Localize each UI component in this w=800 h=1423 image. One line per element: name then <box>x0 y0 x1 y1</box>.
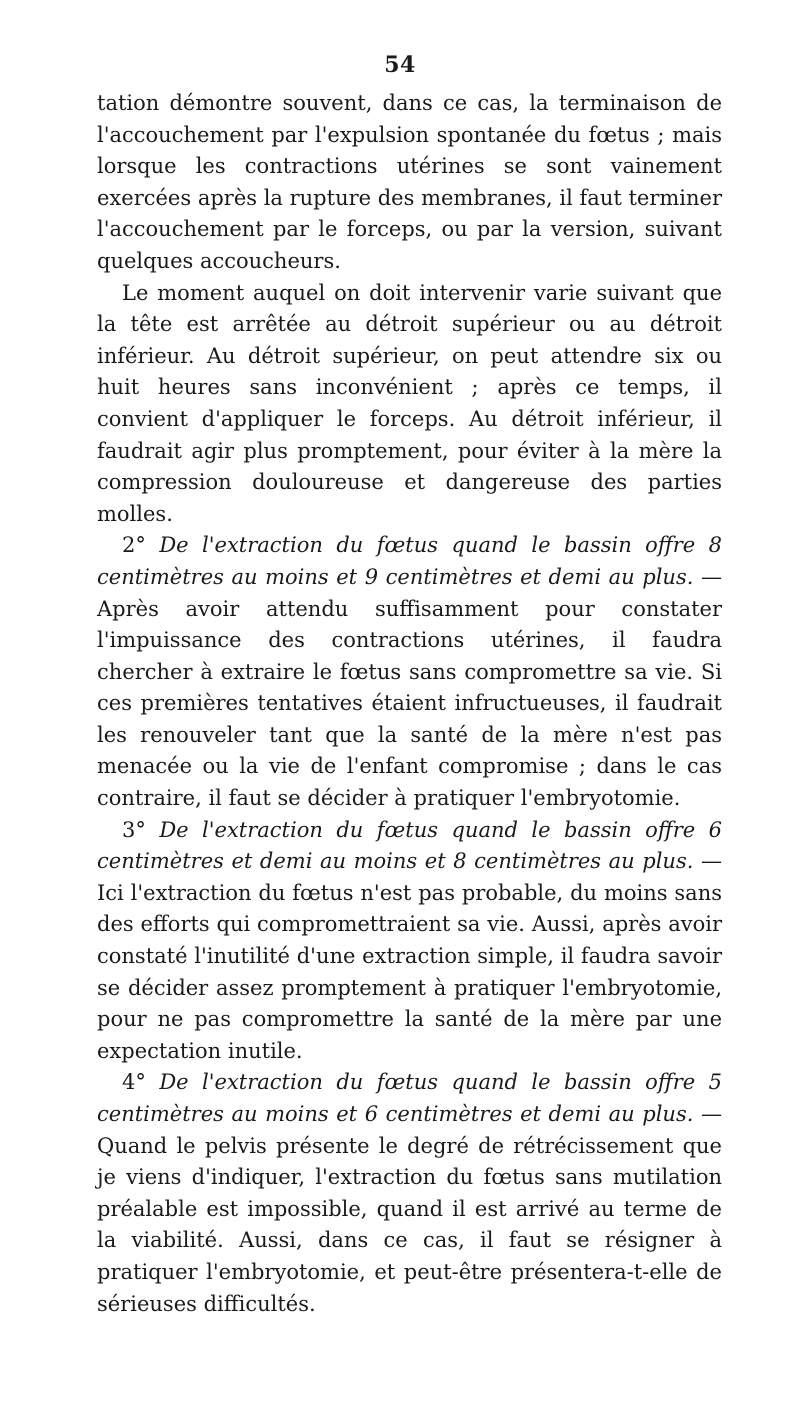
paragraph-text: tation démontre souvent, dans ce cas, la terminaison de l'accouchement par l'expulsion spontanée du fœtus ; mais lorsque les contractions utérines se sont vainement exercées après la rupture des membranes, il faut terminer l'accouchement par le forceps, ou par la version, suivant quelques accoucheurs. <box>97 91 722 273</box>
section-number: 4° <box>122 1070 146 1095</box>
section-text: — Ici l'extraction du fœtus n'est pas probable, du moins sans des efforts qui compromettraient sa vie. Aussi, après avoir constaté l'inutilité d'une extraction simple, il faudra savoir se décider assez promptement à pratiquer l'embryotomie, pour ne pas compromettre la santé de la mère par une expectation inutile. <box>97 849 722 1063</box>
section-text: — Quand le pelvis présente le degré de rétrécissement que je viens d'indiquer, l'extraction du fœtus sans mutilation préalable est impossible, quand il est arrivé au terme de la viabilité. Aussi, dans ce cas, il faut se résigner à pratiquer l'embryotomie, et peut-être présentera-t-elle de sérieuses difficultés. <box>97 1102 722 1316</box>
page-number: 54 <box>384 52 416 78</box>
paragraph-moment <box>97 278 722 531</box>
section-4 <box>97 1067 722 1320</box>
section-heading: De l'extraction du fœtus quand le bassin offre 8 centimètres au moins et 9 centimètres et demi au plus. <box>97 533 722 589</box>
section-number: 3° <box>122 817 146 842</box>
section-number: 2° <box>122 533 146 558</box>
section-heading: De l'extraction du fœtus quand le bassin offre 6 centimètres et demi au moins et 8 centimètres au plus. <box>97 817 722 874</box>
paragraph-text: Le moment auquel on doit intervenir varie suivant que la tête est arrêtée au détroit supérieur ou au détroit inférieur. Au détroit supérieur, on peut attendre six ou huit heures sans inconvénient ; après ce temps, il convient d'appliquer le forceps. Au détroit inférieur, il faudrait agir plus promptement, pour éviter à la mère la compression douloureuse et dangereuse des parties molles. <box>97 280 722 526</box>
section-3 <box>97 815 722 1068</box>
section-2 <box>97 530 722 814</box>
section-heading: De l'extraction du fœtus quand le bassin offre 5 centimètres au moins et 6 centimètres et demi au plus. <box>97 1070 722 1126</box>
section-text: — Après avoir attendu suffisamment pour constater l'impuissance des contractions utérines, il faudra chercher à extraire le fœtus sans compromettre sa vie. Si ces premières tentatives étaient infructueuses, il faudrait les renouveler tant que la santé de la mère n'est pas menacée ou la vie de l'enfant compromise ; dans le cas contraire, il faut se décider à pratiquer l'embryotomie. <box>97 564 722 811</box>
body-text <box>97 88 722 1320</box>
paragraph-continuation <box>97 88 722 278</box>
